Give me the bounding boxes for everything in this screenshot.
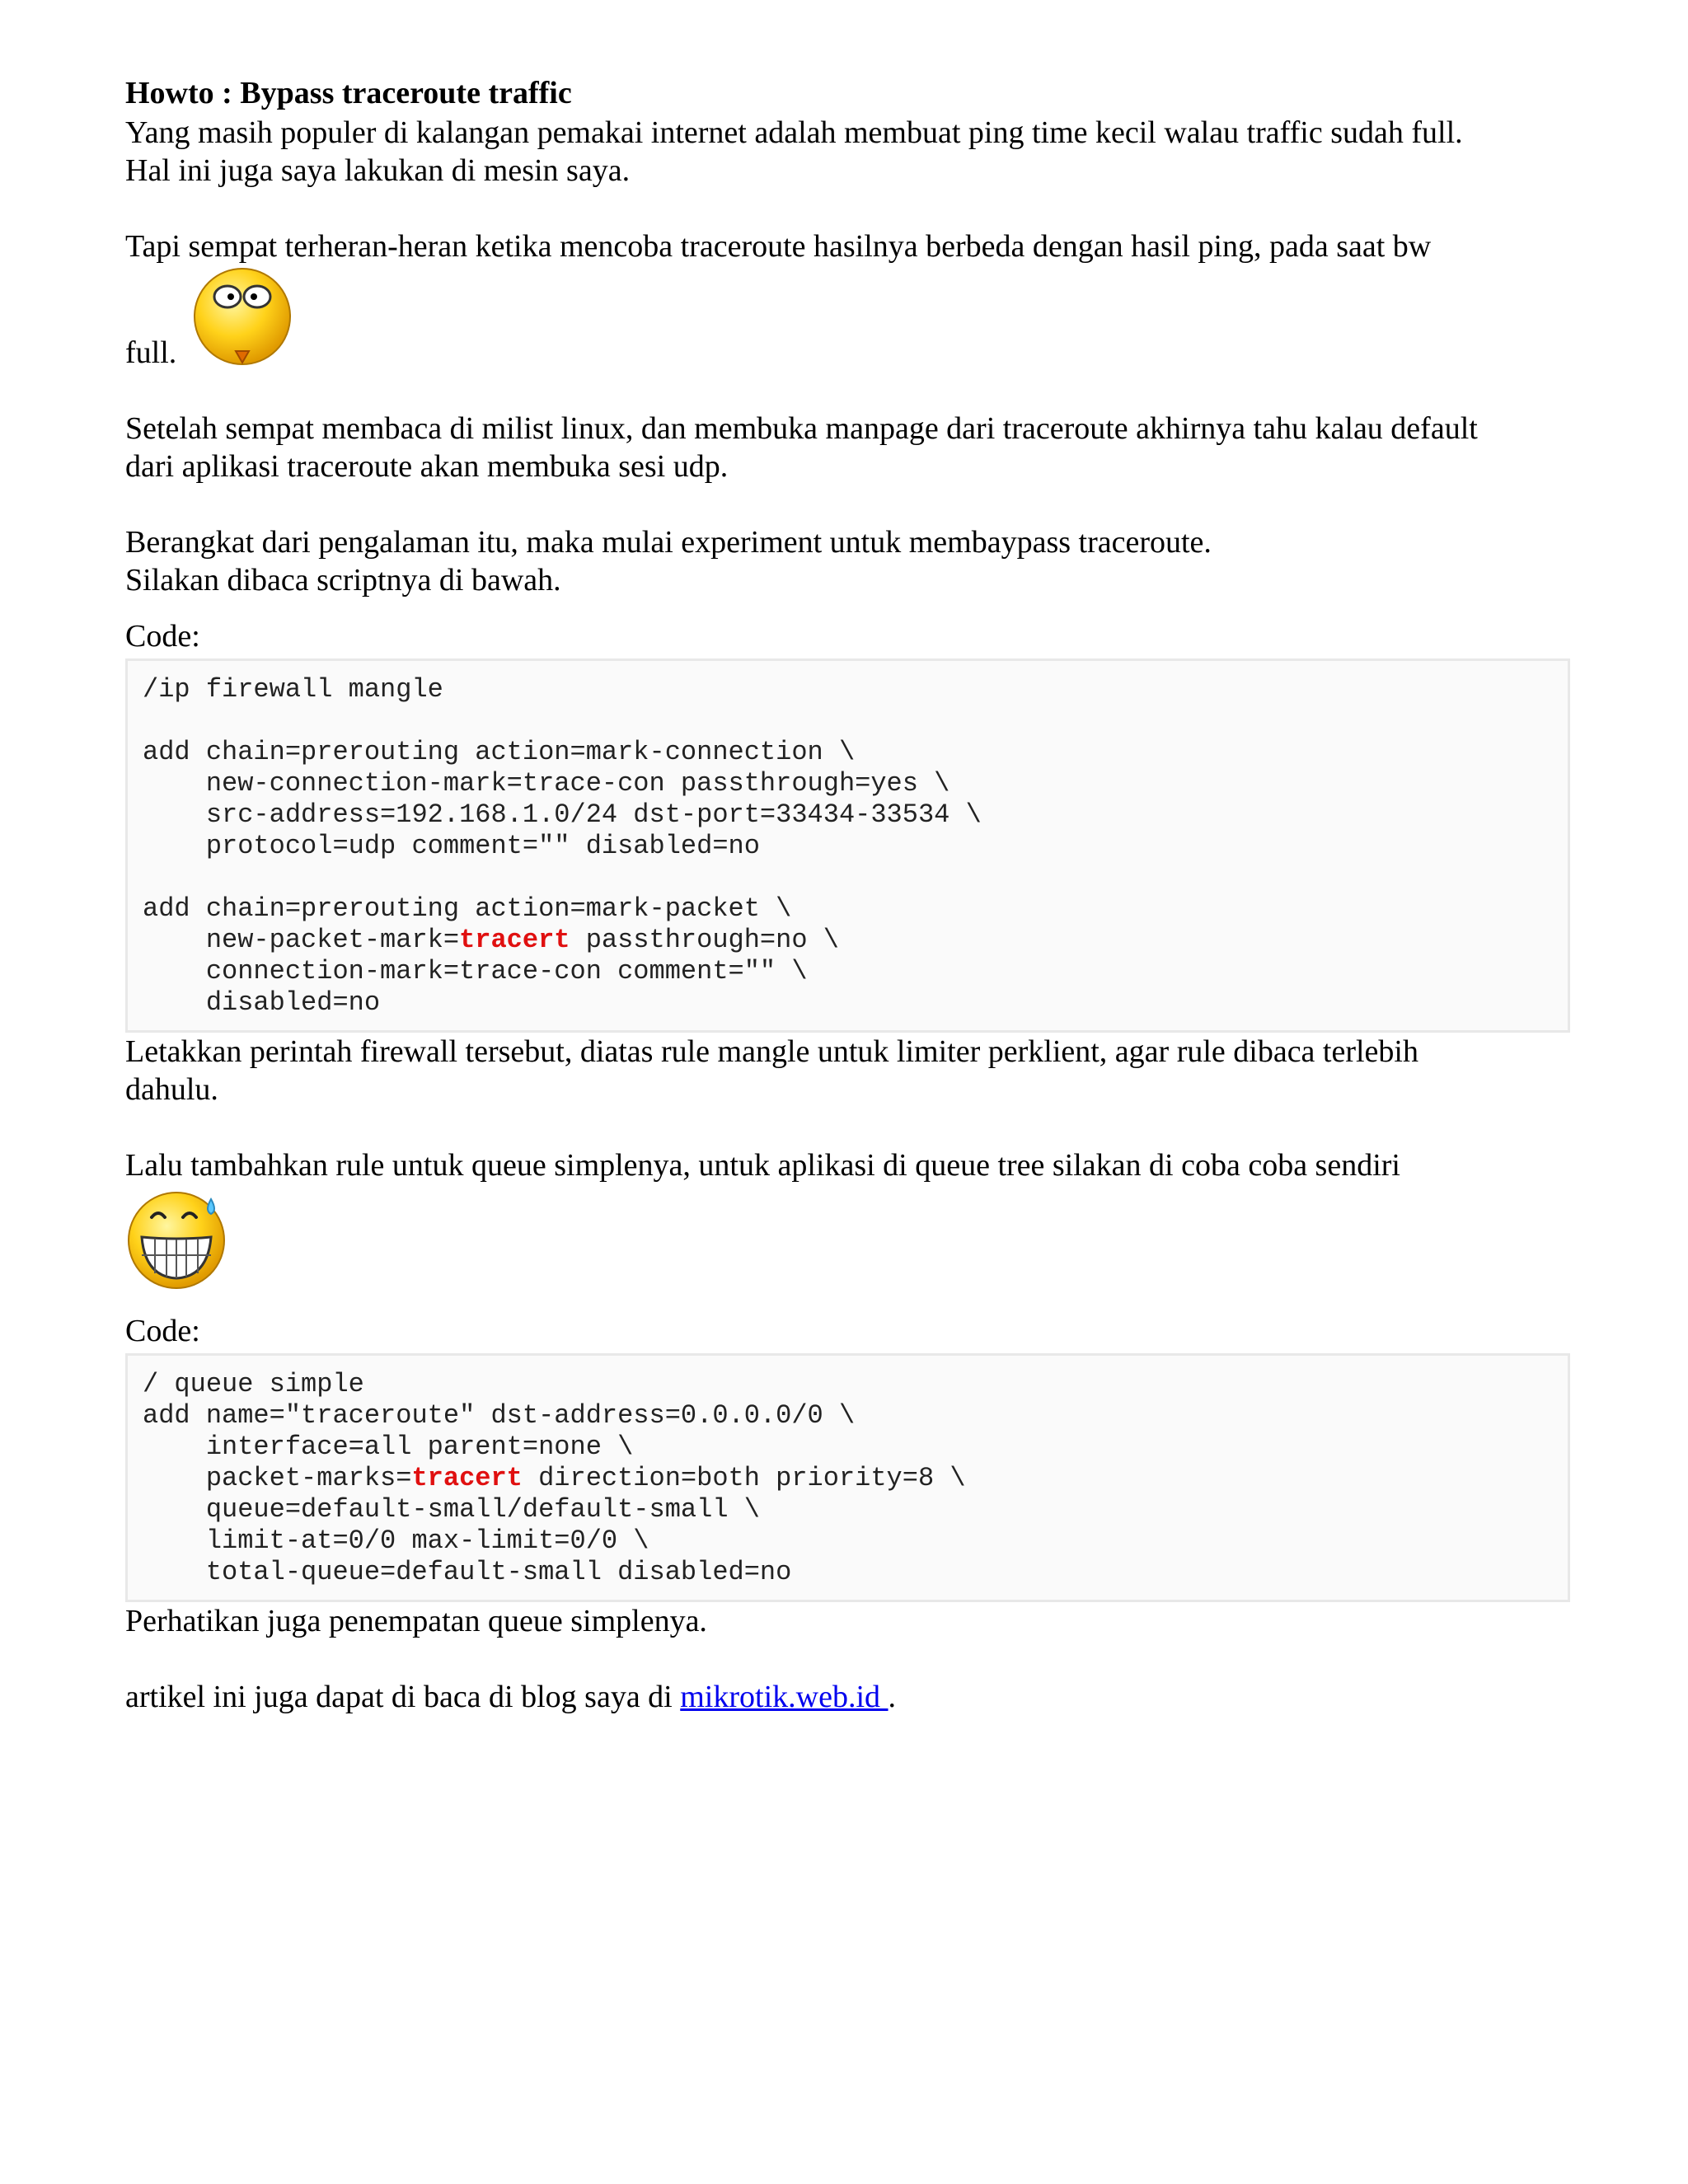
code-line: disabled=no xyxy=(143,987,381,1018)
code-line: connection-mark=trace-con comment="" \ xyxy=(143,956,808,987)
artikel-suffix: . xyxy=(888,1680,897,1714)
article-body xyxy=(125,73,1568,1716)
code-label-2: Code: xyxy=(125,1314,200,1348)
code-highlight-tracert: tracert xyxy=(459,925,570,955)
paragraph-silakan: Silakan dibaca scriptnya di bawah. xyxy=(125,563,561,598)
code-line: / queue simple xyxy=(143,1369,364,1399)
code-line: add chain=prerouting action=mark-packet \ xyxy=(143,893,792,924)
code-line: protocol=udp comment="" disabled=no xyxy=(143,831,760,861)
code-line: direction=both priority=8 \ xyxy=(522,1463,966,1493)
paragraph-letakkan-1: Letakkan perintah firewall tersebut, diatas rule mangle untuk limiter perklient, agar rule dibaca terlebih xyxy=(125,1034,1418,1069)
paragraph-lalu: Lalu tambahkan rule untuk queue simplenya, untuk aplikasi di queue tree silakan di coba coba sendiri xyxy=(125,1148,1400,1183)
code-line: /ip firewall mangle xyxy=(143,674,443,705)
article-title: Howto : Bypass traceroute traffic xyxy=(125,76,572,110)
paragraph-setelah-2: dari aplikasi traceroute akan membuka sesi udp. xyxy=(125,449,729,484)
code-block-firewall xyxy=(125,658,1570,1033)
paragraph-setelah-1: Setelah sempat membaca di milist linux, dan membuka manpage dari traceroute akhirnya tahu kalau default xyxy=(125,411,1478,446)
code-line: queue=default-small/default-small \ xyxy=(143,1494,760,1525)
paragraph-tapi: Tapi sempat terheran-heran ketika mencoba traceroute hasilnya berbeda dengan hasil ping, pada saat bw xyxy=(125,229,1432,264)
paragraph-intro-2: Hal ini juga saya lakukan di mesin saya. xyxy=(125,153,631,188)
code-label-1: Code: xyxy=(125,619,200,654)
smiley-line xyxy=(125,265,1568,372)
code-line: src-address=192.168.1.0/24 dst-port=33434-33534 \ xyxy=(143,799,982,830)
code-line: passthrough=no \ xyxy=(570,925,839,955)
grinning-sweat-smiley-icon xyxy=(125,1188,227,1294)
code-line: packet-marks= xyxy=(143,1463,412,1493)
code-line: add name="traceroute" dst-address=0.0.0.0/0 \ xyxy=(143,1400,856,1431)
code-line: new-connection-mark=trace-con passthrough=yes \ xyxy=(143,768,950,799)
code-highlight-tracert: tracert xyxy=(411,1463,523,1493)
paragraph-tapi-end: full. xyxy=(125,335,177,370)
paragraph-artikel xyxy=(125,1678,1568,1716)
artikel-prefix: artikel ini juga dapat di baca di blog saya di xyxy=(125,1680,681,1714)
code-block-queue xyxy=(125,1353,1570,1602)
confused-smiley-icon xyxy=(191,265,293,372)
paragraph-letakkan-2: dahulu. xyxy=(125,1072,218,1107)
paragraph-berangkat: Berangkat dari pengalaman itu, maka mulai experiment untuk membaypass traceroute. xyxy=(125,525,1212,560)
paragraph-perhatikan: Perhatikan juga penempatan queue simplenya. xyxy=(125,1604,707,1638)
code-line: limit-at=0/0 max-limit=0/0 \ xyxy=(143,1526,649,1556)
paragraph-intro-1: Yang masih populer di kalangan pemakai internet adalah membuat ping time kecil walau traffic sudah full. xyxy=(125,115,1463,150)
code-line: new-packet-mark= xyxy=(143,925,460,955)
code-line: add chain=prerouting action=mark-connection \ xyxy=(143,737,856,767)
code-line: interface=all parent=none \ xyxy=(143,1432,634,1462)
code-line: total-queue=default-small disabled=no xyxy=(143,1557,792,1587)
blog-link[interactable]: mikrotik.web.id xyxy=(680,1680,889,1714)
